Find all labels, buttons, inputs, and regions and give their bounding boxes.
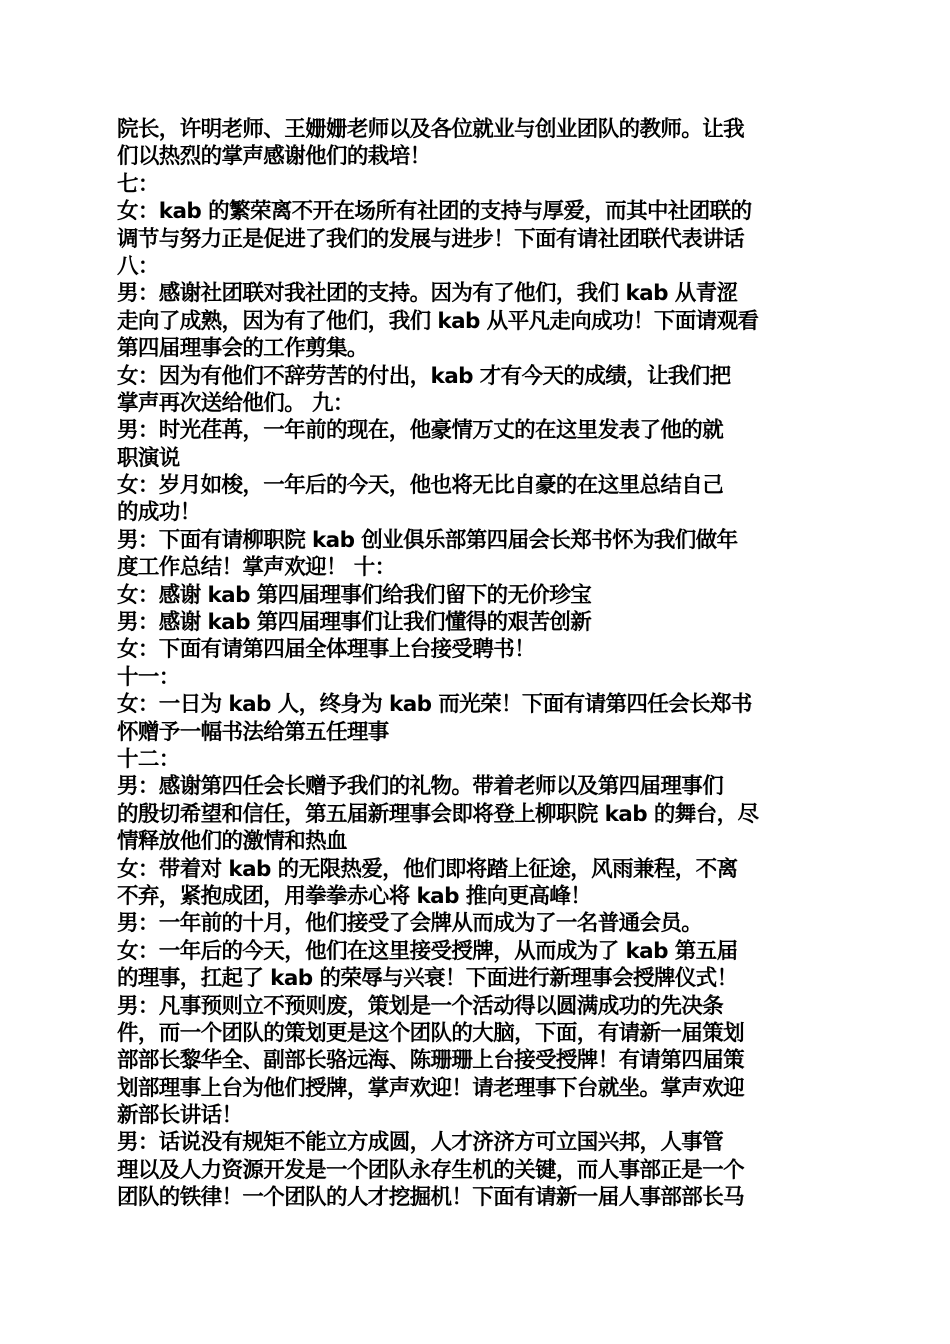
text-line: 男：感谢第四任会长赠予我们的礼物。带着老师以及第四届理事们: [117, 774, 724, 800]
text-line: 女：下面有请第四届全体理事上台接受聘书！: [117, 637, 536, 663]
text-line: 新部长讲话！: [117, 1103, 243, 1129]
document-body: [117, 116, 839, 1212]
text-line: 度工作总结！掌声欢迎！ 十：: [117, 555, 396, 581]
text-line: 女：感谢 kab 第四届理事们给我们留下的无价珍宝: [117, 582, 592, 608]
text-line: 男：感谢 kab 第四届理事们让我们懂得的艰苦创新: [117, 610, 592, 636]
text-line: 怀赠予一幅书法给第五任理事: [117, 719, 389, 745]
section-heading: 十二：: [117, 746, 180, 772]
text-line: 的理事，扛起了 kab 的荣辱与兴衰！下面进行新理事会授牌仪式！: [117, 966, 738, 992]
text-line: 掌声再次送给他们。 九：: [117, 390, 354, 416]
text-line: 男：下面有请柳职院 kab 创业俱乐部第四届会长郑书怀为我们做年: [117, 527, 738, 553]
text-line: 女：一年后的今天，他们在这里接受授牌，从而成为了 kab 第五届: [117, 938, 738, 964]
text-line: 男：一年前的十月，他们接受了会牌从而成为了一名普通会员。: [117, 911, 703, 937]
text-line: 女：一日为 kab 人，终身为 kab 而光荣！下面有请第四任会长郑书: [117, 692, 752, 718]
text-line: 的成功！: [117, 500, 201, 526]
text-line: 第四届理事会的工作剪集。: [117, 336, 368, 362]
text-line: 走向了成熟，因为有了他们，我们 kab 从平凡走向成功！下面请观看: [117, 308, 759, 334]
text-line: 院长，许明老师、王姗姗老师以及各位就业与创业团队的教师。让我: [117, 117, 745, 142]
text-line: 划部理事上台为他们授牌，掌声欢迎！请老理事下台就坐。掌声欢迎: [117, 1075, 745, 1101]
text-line: 男：时光荏苒，一年前的现在，他豪情万丈的在这里发表了他的就: [117, 418, 724, 444]
text-line: 部部长黎华全、副部长骆远海、陈珊珊上台接受授牌！有请第四届策: [117, 1048, 745, 1074]
text-line: 女：带着对 kab 的无限热爱，他们即将踏上征途，风雨兼程，不离: [117, 856, 738, 882]
text-line: 不弃，紧抱成团，用拳拳赤心将 kab 推向更高峰！: [117, 883, 592, 909]
text-line: 团队的铁律！一个团队的人才挖掘机！下面有请新一届人事部部长马: [117, 1185, 745, 1211]
section-heading: 八：: [117, 253, 159, 279]
section-heading: 七：: [117, 171, 159, 197]
text-line: 女：岁月如梭，一年后的今天，他也将无比自豪的在这里总结自己: [117, 473, 724, 499]
text-line: 女：kab 的繁荣离不开在场所有社团的支持与厚爱，而其中社团联的: [117, 199, 752, 225]
text-line: 男：感谢社团联对我社团的支持。因为有了他们，我们 kab 从青涩: [117, 281, 738, 307]
section-heading: 十一：: [117, 664, 180, 690]
text-line: 情释放他们的激情和热血: [117, 829, 347, 855]
text-line: 的殷切希望和信任，第五届新理事会即将登上柳职院 kab 的舞台，尽: [117, 801, 759, 827]
text-line: 们以热烈的掌声感谢他们的栽培！: [117, 144, 431, 170]
text-line: 男：话说没有规矩不能立方成圆，人才济济方可立国兴邦，人事管: [117, 1130, 724, 1156]
text-line: 女：因为有他们不辞劳苦的付出，kab 才有今天的成绩，让我们把: [117, 363, 731, 389]
text-line: 男：凡事预则立不预则废，策划是一个活动得以圆满成功的先决条: [117, 993, 724, 1019]
text-line: 调节与努力正是促进了我们的发展与进步！下面有请社团联代表讲话: [117, 226, 745, 252]
text-line: 件，而一个团队的策划更是这个团队的大脑，下面，有请新一届策划: [117, 1020, 745, 1046]
text-line: 职演说: [117, 445, 180, 471]
text-line: 理以及人力资源开发是一个团队永存生机的关键，而人事部正是一个: [117, 1157, 745, 1183]
